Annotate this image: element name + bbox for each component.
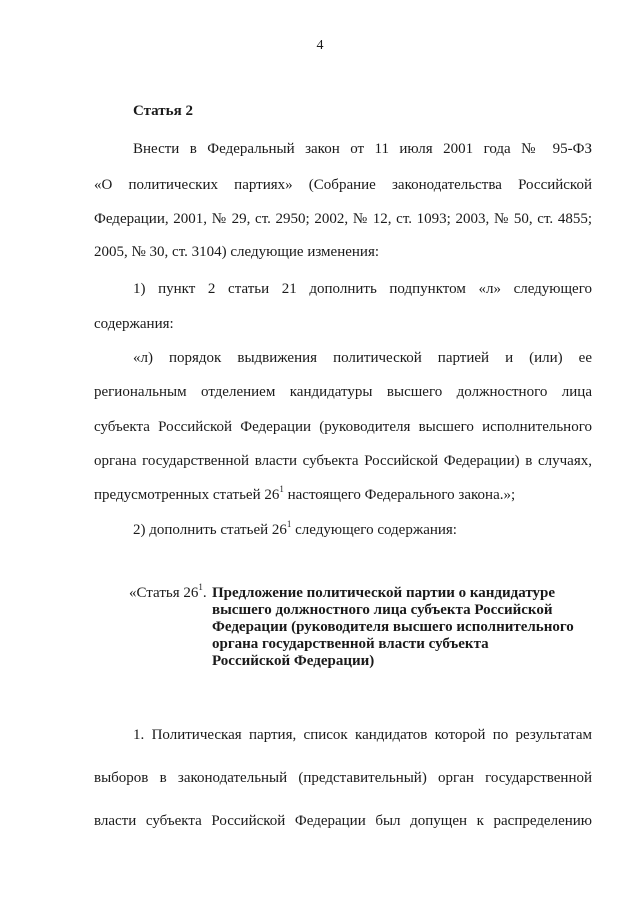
new-article-title-line-4: органа государственной власти субъекта xyxy=(212,636,489,652)
new-article-title-line-2: высшего должностного лица субъекта Российской xyxy=(212,602,553,618)
sub-l-line-3: субъекта Российской Федерации (руководителя высшего исполнительного xyxy=(94,419,592,435)
new-article-label: «Статья $26^1$. xyxy=(129,582,207,601)
sub-l-line-1: «л) порядок выдвижения политической партией и (или) ее xyxy=(133,350,592,366)
new-article-title-line-1: Предложение политической партии о кандидатуре xyxy=(212,585,556,601)
sub-l-line-5: предусмотренных статьей $26^1$ настоящего Федерального закона.»; xyxy=(94,484,516,503)
page-number: 4 xyxy=(316,38,324,53)
item2-line: 2) дополнить статьей $26^1$ следующего содержания: xyxy=(133,519,457,538)
sub-l-line-2: региональным отделением кандидатуры высшего должностного лица xyxy=(94,384,592,400)
intro-line-3: Федерации, 2001, № 29, ст. 2950; 2002, № 12, ст. 1093; 2003, № 50, ст. 4855; xyxy=(94,211,592,227)
para1-line-2: выборов в законодательный (представительный) орган государственной xyxy=(94,770,592,786)
intro-line-4: 2005, № 30, ст. 3104) следующие изменения: xyxy=(94,244,380,260)
item1-line-1: 1) пункт 2 статьи 21 дополнить подпунктом «л» следующего xyxy=(133,281,592,297)
intro-line-2: «О политических партиях» (Собрание законодательства Российской xyxy=(94,177,592,193)
intro-line-1: Внести в Федеральный закон от 11 июля 2001 года № 95-ФЗ xyxy=(133,141,592,157)
para1-line-1: 1. Политическая партия, список кандидатов которой по результатам xyxy=(133,727,592,743)
article-heading: Статья 2 xyxy=(133,103,193,119)
para1-line-3: власти субъекта Российской Федерации был допущен к распределению xyxy=(94,813,592,829)
sub-l-line-4: органа государственной власти субъекта Российской Федерации) в случаях, xyxy=(94,453,592,469)
item1-line-2: содержания: xyxy=(94,316,174,332)
new-article-title-line-5: Российской Федерации) xyxy=(212,653,375,669)
new-article-title xyxy=(212,585,574,670)
new-article-title-line-3: Федерации (руководителя высшего исполнительного xyxy=(212,619,574,635)
